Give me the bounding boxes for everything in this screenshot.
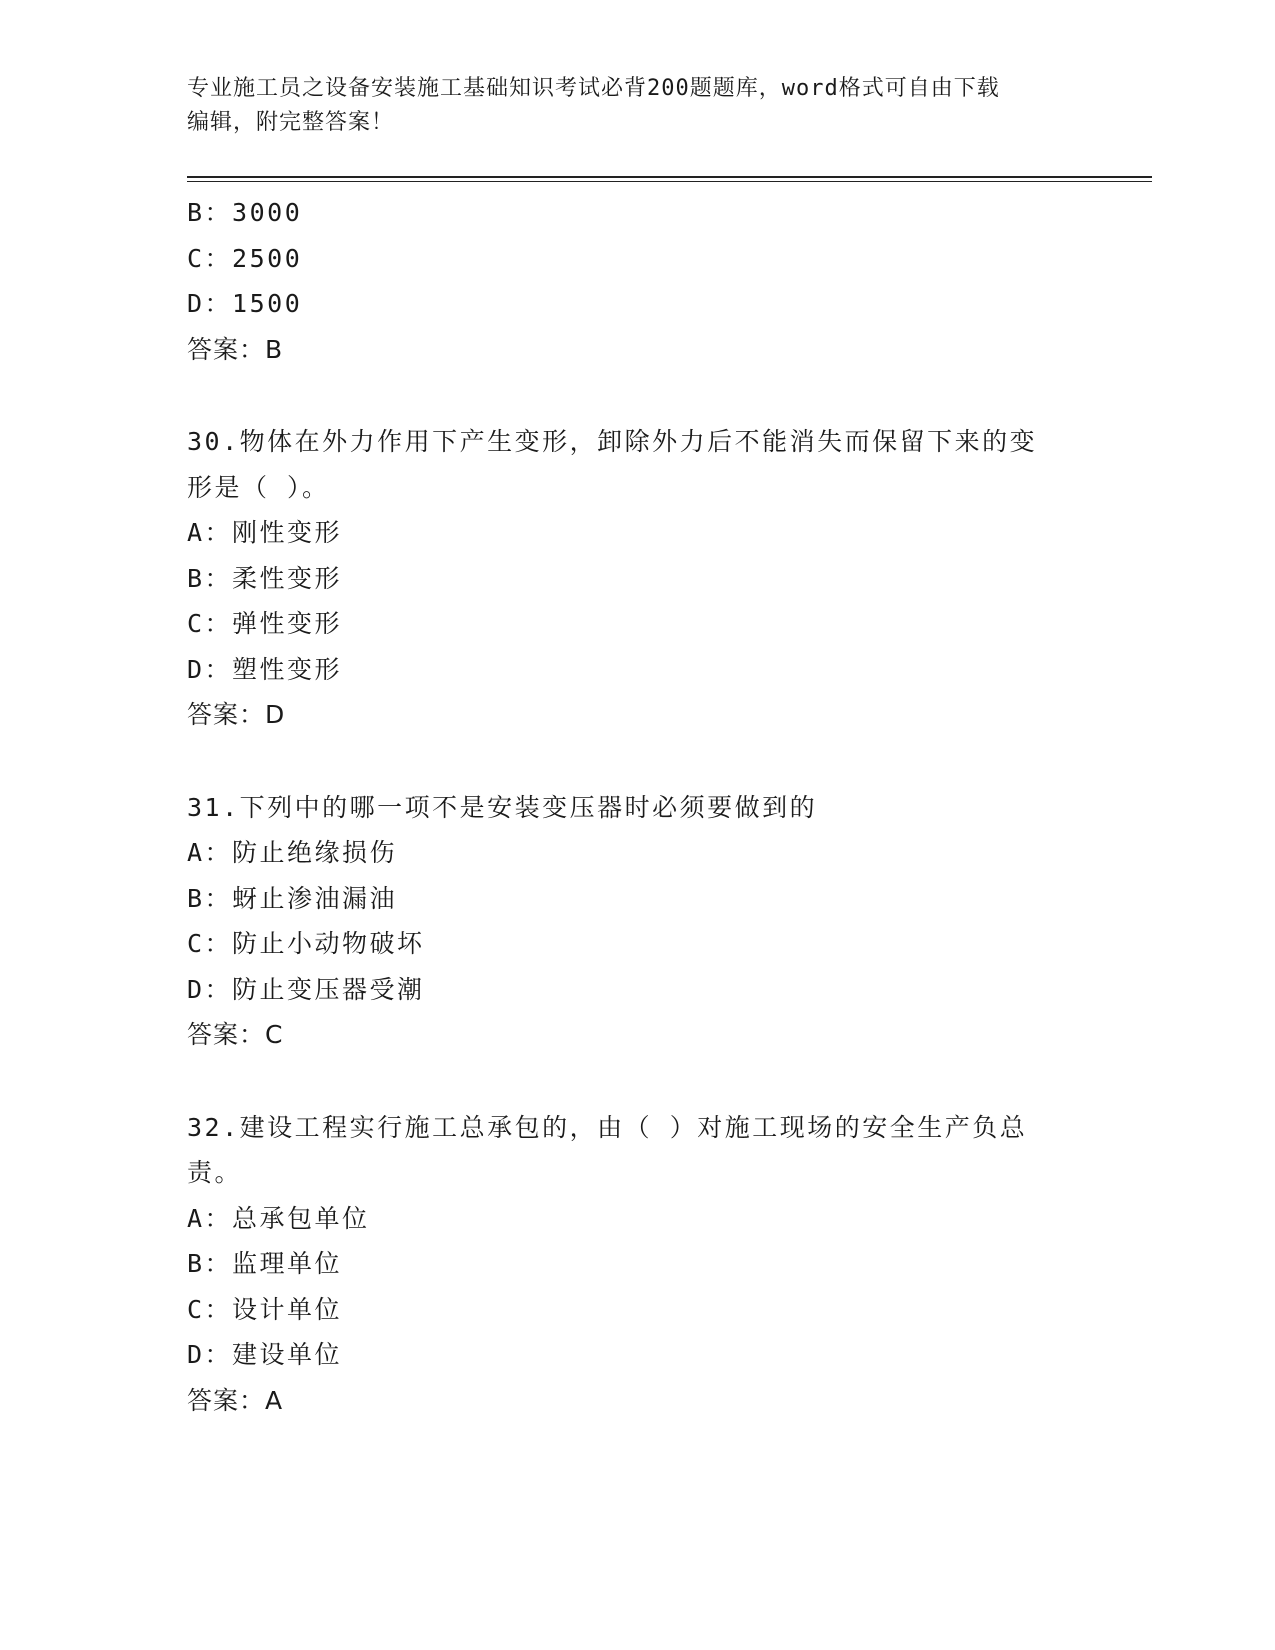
question-block-32	[187, 1105, 1087, 1424]
option-c: C：防止小动物破坏	[187, 929, 425, 958]
option-c: C：设计单位	[187, 1294, 343, 1324]
question-title: 32.建设工程实行施工总承包的，由（ ）对施工现场的安全生产负总	[187, 1112, 1028, 1142]
option-d: D：塑性变形	[187, 654, 343, 684]
question-block-31	[187, 785, 1087, 1058]
answer-line: 答案：C	[187, 1020, 284, 1049]
option-d: D：1500	[187, 289, 303, 318]
spacer	[187, 738, 1087, 785]
question-list	[187, 190, 1087, 1423]
option-a: A：刚性变形	[187, 518, 343, 547]
spacer	[187, 1058, 1087, 1105]
option-a: A：总承包单位	[187, 1203, 370, 1233]
question-block-continued	[187, 190, 1087, 372]
header-divider-thin	[187, 181, 1152, 182]
option-d: D：防止变压器受潮	[187, 974, 425, 1004]
spacer	[187, 372, 1087, 419]
header-title-line-1: 专业施工员之设备安装施工基础知识考试必背200题题库，word格式可自由下载	[187, 76, 1000, 101]
answer-line: 答案：D	[187, 700, 286, 729]
answer-line: 答案：B	[187, 334, 284, 364]
option-b: B：3000	[187, 198, 303, 227]
question-block-30	[187, 419, 1087, 738]
header-divider-thick	[187, 176, 1152, 178]
question-title: 30.物体在外力作用下产生变形，卸除外力后不能消失而保留下来的变	[187, 427, 1038, 456]
option-a: A：防止绝缘损伤	[187, 838, 398, 867]
question-title-continued: 形是（ ）。	[187, 472, 330, 502]
header-title-line-2: 编辑，附完整答案！	[187, 110, 395, 135]
option-b: B：柔性变形	[187, 563, 343, 593]
question-title: 31.下列中的哪一项不是安装变压器时必须要做到的	[187, 792, 818, 822]
document-header	[187, 72, 1067, 140]
question-title-continued: 责。	[187, 1158, 243, 1187]
option-d: D：建设单位	[187, 1340, 343, 1369]
option-c: C：弹性变形	[187, 609, 343, 638]
option-b: B：监理单位	[187, 1249, 343, 1278]
answer-line: 答案：A	[187, 1385, 284, 1415]
option-c: C：2500	[187, 243, 303, 273]
option-b: B：蚜止渗油漏油	[187, 883, 398, 913]
